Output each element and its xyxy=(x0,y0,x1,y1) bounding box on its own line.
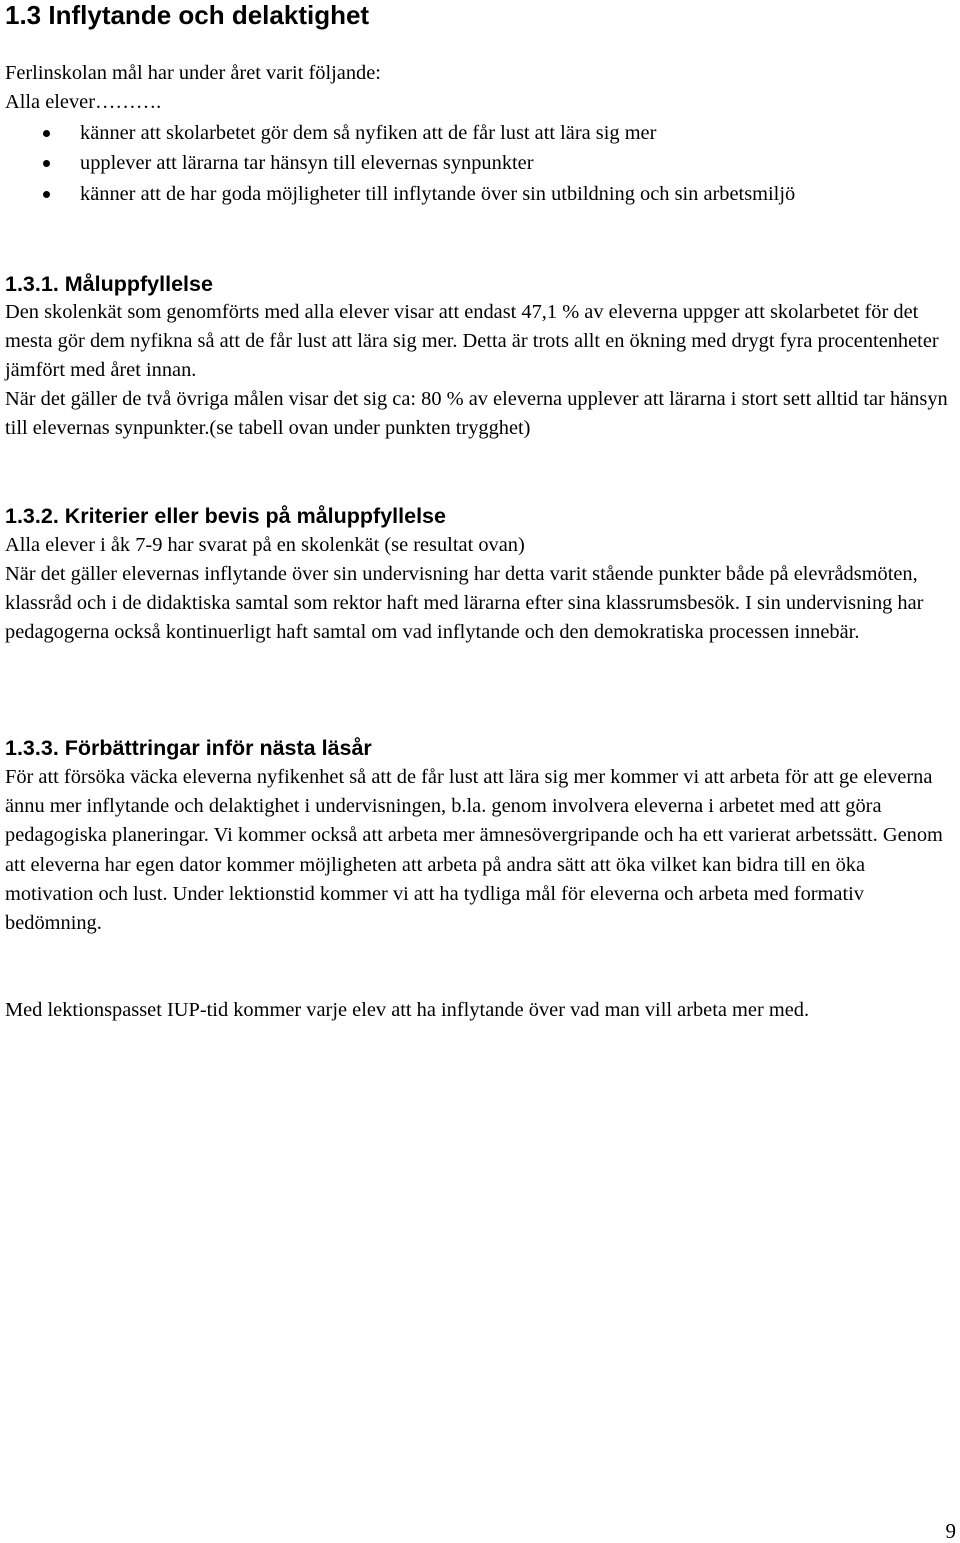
paragraph: Med lektionspasset IUP-tid kommer varje elev att ha inflytande över vad man vill arbeta mer med. xyxy=(5,999,810,1021)
bullet-dot-icon xyxy=(43,160,50,167)
paragraph: Den skolenkät som genomförts med alla elever visar att endast 47,1 % av eleverna uppger att skolarbetet för det mesta gör dem nyfikna så att de får lust att lära sig mer. Detta är trots allt en ökning med drygt fyra procentenheter jämfört med året innan. xyxy=(5,301,939,382)
bullet-text: känner att de har goda möjligheter till inflytande över sin utbildning och sin arbetsmiljö xyxy=(80,182,796,205)
bullet-item xyxy=(5,118,953,148)
goal-bullet-list xyxy=(5,118,953,209)
bullet-text: upplever att lärarna tar hänsyn till elevernas synpunkter xyxy=(80,152,534,175)
subsection-heading: 1.3.3. Förbättringar inför nästa läsår xyxy=(5,736,372,760)
intro-line: Ferlinskolan mål har under året varit följande: xyxy=(5,62,381,84)
page-number: 9 xyxy=(945,1519,956,1543)
paragraph: När det gäller elevernas inflytande över sin undervisning har detta varit stående punkter både på elevrådsmöten, klassråd och i de didaktiska samtal som rektor haft med lärarna efter sina klassrumsbesök. I sin undervisning har pedagogerna också kontinuerligt haft samtal om vad inflytande och den demokratiska processen innebär. xyxy=(5,563,924,644)
paragraph: När det gäller de två övriga målen visar det sig ca: 80 % av eleverna upplever att lärarna i stort sett alltid tar hänsyn till elevernas synpunkter.(se tabell ovan under punkten trygghet) xyxy=(5,388,948,440)
bullet-dot-icon xyxy=(43,130,50,137)
paragraph: Alla elever i åk 7-9 har svarat på en skolenkät (se resultat ovan) xyxy=(5,534,525,556)
section-heading: 1.3 Inflytande och delaktighet xyxy=(5,0,370,30)
bullet-item xyxy=(5,148,953,178)
bullet-item xyxy=(5,179,953,209)
bullet-text: känner att skolarbetet gör dem så nyfiken att de får lust att lära sig mer xyxy=(80,122,657,144)
paragraph: För att försöka väcka eleverna nyfikenhet så att de får lust att lära sig mer kommer vi att arbeta för att ge eleverna ännu mer inflytande och delaktighet i undervisningen, b.la. genom involvera eleverna i arbetet med att göra pedagogiska planeringar. Vi kommer också att arbeta mer ämnesövergripande och ha ett varierat arbetssätt. Genom att eleverna har egen dator kommer möjligheten att arbeta på andra sätt att öka vilket kan bidra till en öka motivation och lust. Under lektionstid kommer vi att ha tydliga mål för eleverna och arbeta med formativ bedömning. xyxy=(5,766,943,935)
subsection-heading: 1.3.1. Måluppfyllelse xyxy=(5,272,213,296)
intro-line-elever: Alla elever………. xyxy=(5,91,162,113)
bullet-dot-icon xyxy=(43,191,50,198)
subsection-heading: 1.3.2. Kriterier eller bevis på måluppfyllelse xyxy=(5,504,446,528)
